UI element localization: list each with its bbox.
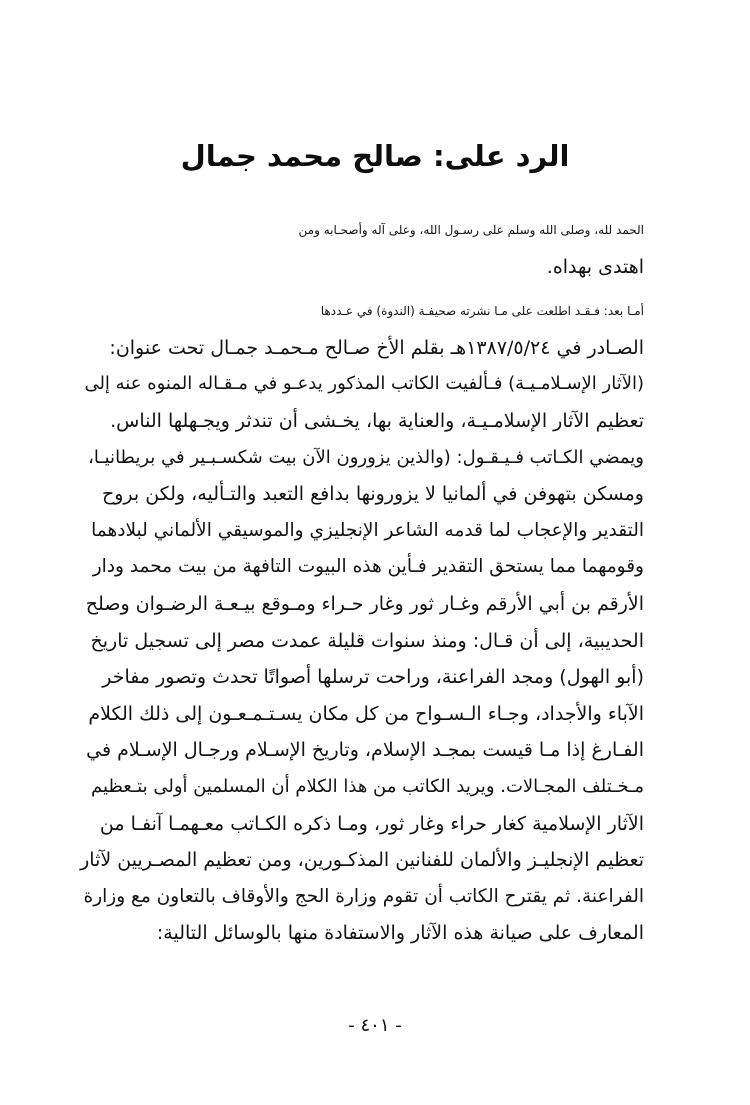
text-line: الفراعنة. ثم يقترح الكاتب أن تقوم وزارة الحج والأوقاف بالتعاون مع وزارة bbox=[83, 885, 644, 907]
paragraph-main bbox=[80, 293, 672, 952]
text-line: الآباء والأجداد، وجـاء الـسـواح من كل مكان يسـتـمـعـون إلى ذلك الكلام bbox=[88, 702, 644, 725]
text-line: مـخـتلف المجـالات. ويريد الكاتب من هذا الكلام أن المسلمين أولى بتـعظيم bbox=[91, 775, 644, 797]
text-line: ومسكن بتهوفن في ألمانيا لا يزورونها بدافع التعبد والتـأليه، ولكن بروح bbox=[101, 483, 644, 506]
text-line: المعارف على صيانة هذه الآثار والاستفادة منها بالوسائل التالية: bbox=[156, 922, 644, 945]
text-line: التقدير والإعجاب لما قدمه الشاعر الإنجليزي والموسيقي الألماني لبلادهما bbox=[91, 519, 644, 541]
body-text bbox=[80, 212, 672, 952]
text-line: تعظيم الآثار الإسلامـيـة، والعناية بها، يخـشى أن تندثر ويجـهلها الناس. bbox=[110, 409, 644, 432]
text-line: الفـارغ إذا مـا قيست بمجـد الإسلام، وتاريخ الإسـلام ورجـال الإسـلام في bbox=[86, 739, 644, 762]
paragraph-opening bbox=[80, 212, 672, 285]
text-line: وقومهما مما يستحق التقدير فـأين هذه البيوت التافهة من بيت محمد ودار bbox=[92, 556, 644, 578]
text-line: الصـادر في ١٣٨٧/٥/٢٤هـ بقلم الأخ صـالح مـحمـد جمـال تحت عنوان: bbox=[109, 336, 644, 359]
text-line: الحمد لله، وصلى الله وسلم على رسـول الله، وعلى آله وأصحـابه ومن bbox=[298, 223, 644, 237]
text-line: الحديبية، إلى أن قـال: ومنذ سنوات قليلة عمدت مصر إلى تسجيل تاريخ bbox=[90, 629, 644, 652]
text-line: الأرقم بن أبي الأرقم وغـار ثور وغار حـراء ومـوقع بيـعـة الرضـوان وصلح bbox=[85, 592, 644, 615]
text-line: تعظيم الإنجليـز والألمان للفنانين المذكـورين، ومن تعظيم المصـريين لآثار bbox=[80, 849, 644, 872]
text-line: ويمضي الكـاتب فـيـقـول: (والذين يزورون الآن بيت شكسـبـير في بريطانيـا، bbox=[88, 446, 644, 468]
text-line: أمـا بعد: فـقـد اطلعت على مـا نشرته صحيفـة (الندوة) في عـددها bbox=[320, 304, 644, 319]
page-title: الرد على: صالح محمد جمال bbox=[180, 139, 570, 173]
text-line: (الآثار الإسـلامـيـة) فـألفيت الكاتب المذكور يدعـو في مـقـاله المنوه عنه إلى bbox=[84, 373, 644, 395]
text-line: اهتدى بهداه. bbox=[546, 255, 644, 278]
text-line: الآثار الإسلامية كغار حراء وغار ثور، ومـا ذكره الكـاتب معـهمـا آنفـا من bbox=[99, 812, 644, 835]
text-line: (أبو الهول) ومجد الفراعنة، وراحت ترسلها أصواتًا تحدث وتصور مفاخر bbox=[102, 666, 644, 689]
page-number: - ٤٠١ - bbox=[348, 1015, 402, 1036]
